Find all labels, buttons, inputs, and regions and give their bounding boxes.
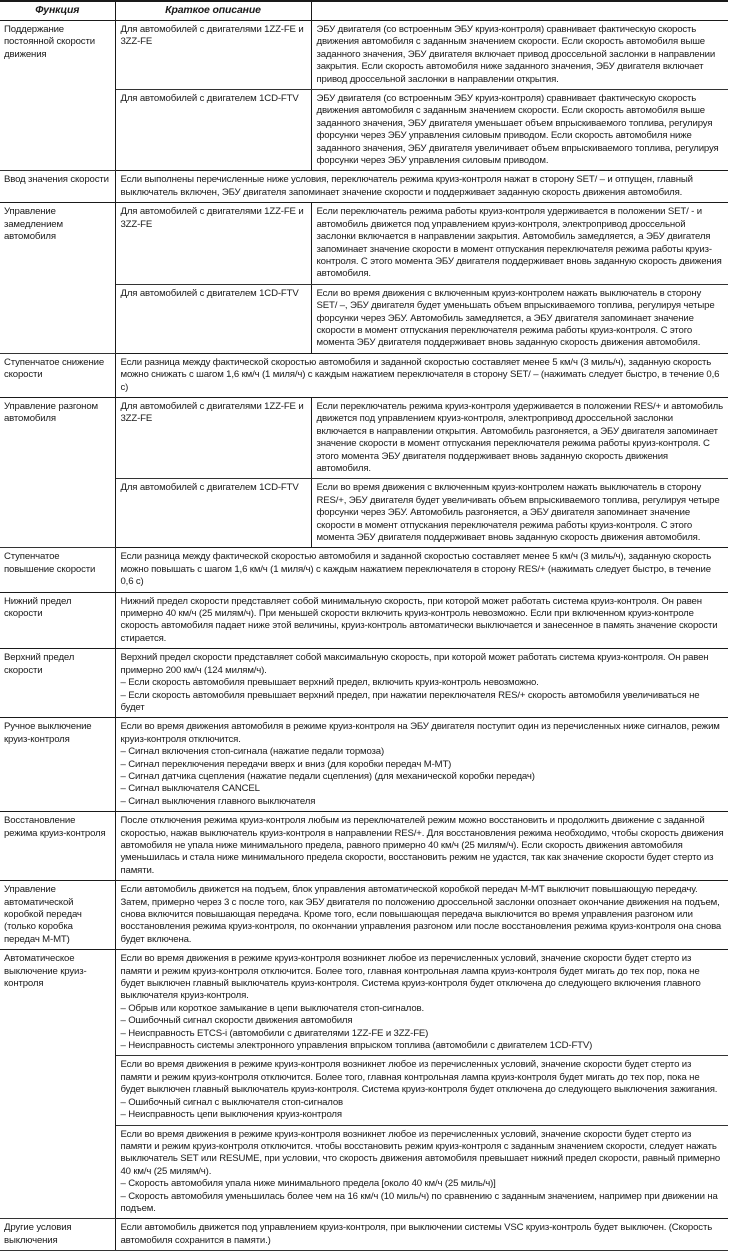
function-cell: Управление замедлением автомобиля (0, 203, 115, 353)
description-cell: Нижний предел скорости представляет собой минимальную скорость, при которой может работать система круиз-контроля. Он равен примерно 40 км/ч (25 милям/ч). При меньшей скорости включить круиз-контроль невозможно. Если при включенном круиз-контроле скорость автомобиля падает ниже этой величины, круиз-контроль автоматически выключается и занесенное в память значение скорости стирается. (115, 592, 728, 649)
description-cell: Если автомобиль движется под управлением круиз-контроля, при выключении системы VSC круиз-контроль будет выключен. (Скорость автомобиля сохранится в памяти.) (115, 1219, 728, 1251)
list-item: – Скорость автомобиля упала ниже минимального предела [около 40 км/ч (25 миль/ч)] (120, 1178, 496, 1190)
function-cell: Верхний предел скорости (0, 649, 115, 718)
list-item: – Неисправность ETCS-i (автомобили с двигателями 1ZZ-FE и 3ZZ-FE) (120, 1027, 429, 1039)
function-cell: Ступенчатое повышение скорости (0, 548, 115, 592)
list-item: – Сигнал выключателя CANCEL (120, 783, 260, 795)
description-text: Верхний предел скорости представляет собой максимальную скорость, при которой может работать система круиз-контроля. Он равен примерно 200 км/ч (124 милям/ч). (120, 652, 709, 676)
function-cell: Ввод значения скорости (0, 171, 115, 203)
variant-cell: Для автомобилей с двигателями 1ZZ-FE и 3ZZ-FE (115, 21, 311, 90)
function-cell: Другие условия выключения (0, 1219, 115, 1251)
function-cell: Поддержание постоянной скорости движения (0, 21, 115, 171)
function-cell: Автоматическое выключение круиз-контроля (0, 950, 115, 1219)
description-cell: Если выполнены перечисленные ниже условия, переключатель режима круиз-контроля нажат в сторону SET/ – и отпущен, главный выключатель включен, ЭБУ двигателя запоминает значение скорости и поддерживает заданную скорость движения автомобиля. (115, 171, 728, 203)
table-row (0, 21, 728, 90)
table-row (0, 649, 728, 718)
description-text: Если во время движения в режиме круиз-контроля возникнет любое из перечисленных условий, значение скорости будет стерто из памяти и режим круиз-контроля отключится. Более того, главная контрольная лампа круиз-контроля будет мигать до тех пор, пока не будет выключен главный выключатель круиз-контроля. Система круиз-контроля будет отключена до следующего включения главного выключателя круиз-контроля. (120, 953, 701, 1002)
table-row (0, 718, 728, 812)
description-cell: Если автомобиль движется на подъем, блок управления автоматической коробкой передач M-MT выключит повышающую передачу. Затем, примерно через 3 с после того, как ЭБУ двигателя по положению дроссельной заслонки опознает окончание движения на подъем, снова включится повышающая передача. Кроме того, если повышающая передача выключится во время управления разгоном или восстановления режима круиз-контроля, по окончании управления разгоном или после восстановления режима круиз-контроля она снова будет включена. (115, 881, 728, 950)
function-cell: Ступенчатое снижение скорости (0, 353, 115, 397)
table-row (0, 950, 728, 1056)
list-item: – Ошибочный сигнал с выключателя стоп-сигналов (120, 1096, 343, 1108)
variant-cell: Для автомобилей с двигателями 1ZZ-FE и 3ZZ-FE (115, 203, 311, 284)
table-row (0, 1219, 728, 1251)
description-cell: После отключения режима круиз-контроля любым из переключателей режим можно восстановить и продолжить движение с заданной скоростью, нажав выключатель круиз-контроля в направлении RES/+. Для восстановления режима необходимо, чтобы скорость движения автомобиля не упала ниже минимального предела, равного примерно 40 км/ч (25 милям/ч). Если скорость движения автомобиля уменьшилась и стала ниже минимального предела скорости, восстановить режим не удастся, так как значение скорости будет стерто из памяти. (115, 812, 728, 881)
description-text: Если во время движения автомобиля в режиме круиз-контроля на ЭБУ двигателя поступит один из перечисленных ниже сигналов, режим круиз-контроля отключится. (120, 721, 720, 745)
list-item: – Сигнал датчика сцепления (нажатие педали сцепления) (для механической коробки передач) (120, 770, 535, 782)
header-description: Краткое описание (115, 1, 311, 21)
description-cell (115, 950, 728, 1056)
list-item: – Неисправность системы электронного управления впрыском топлива (автомобили с двигателем 1CD-FTV) (120, 1040, 593, 1052)
table-header-row (0, 1, 728, 21)
description-cell: Если разница между фактической скоростью автомобиля и заданной скоростью составляет менее 5 км/ч (3 миль/ч), заданную скорость можно снижать с шагом 1,6 км/ч (1 миля/ч) с каждым нажатием переключателя в сторону SET/ – (нажимать следует быстро, в течение 0,6 с) (115, 353, 728, 397)
header-function: Функция (0, 1, 115, 21)
variant-cell: Для автомобилей с двигателем 1CD-FTV (115, 90, 311, 171)
variant-cell: Для автомобилей с двигателем 1CD-FTV (115, 479, 311, 548)
function-cell: Нижний предел скорости (0, 592, 115, 649)
description-cell (115, 718, 728, 812)
variant-cell: Для автомобилей с двигателем 1CD-FTV (115, 284, 311, 353)
list-item: – Обрыв или короткое замыкание в цепи выключателя стоп-сигналов. (120, 1002, 424, 1014)
description-cell: ЭБУ двигателя (со встроенным ЭБУ круиз-контроля) сравнивает фактическую скорость движения автомобиля с заданным значением скорости. Если скорость автомобиля выше заданного значения, ЭБУ двигателя включает привод дроссельной заслонки в направлении закрытия. Если скорость автомобиля ниже заданного значения, ЭБУ двигателя включает привод дроссельной заслонки в направлении открытия. (311, 21, 728, 90)
description-cell (115, 1056, 728, 1125)
function-cell: Управление автоматической коробкой передач (только коробка передач M-MT) (0, 881, 115, 950)
description-cell: Если разница между фактической скоростью автомобиля и заданной скоростью составляет менее 5 км/ч (3 миль/ч), заданную скорость можно повышать с шагом 1,6 км/ч (1 миля/ч) с каждым нажатием переключателя в сторону RES/+ (нажимать следует быстро, в течение 0,6 с) (115, 548, 728, 592)
table-row (0, 397, 728, 478)
variant-cell: Для автомобилей с двигателями 1ZZ-FE и 3ZZ-FE (115, 397, 311, 478)
list-item: – Скорость автомобиля уменьшилась более чем на 16 км/ч (10 миль/ч) по сравнению с заданным значением, например при движении на подъем. (120, 1190, 718, 1214)
table-row (0, 171, 728, 203)
function-cell: Ручное выключение круиз-контроля (0, 718, 115, 812)
description-text: Если во время движения в режиме круиз-контроля возникнет любое из перечисленных условий, значение скорости будет стерто из памяти и режим круиз-контроля отключится. Более того, главная контрольная лампа круиз-контроля будет мигать до тех пор, пока не будет выключен главный выключатель круиз-контроля. Система круиз-контроля будет отключена до следующего выключения зажигания. (120, 1059, 718, 1096)
table-row (0, 548, 728, 592)
list-item: – Неисправность цепи выключения круиз-контроля (120, 1109, 342, 1121)
list-item: – Если скорость автомобиля превышает верхний предел, включить круиз-контроль невозможно. (120, 677, 539, 689)
header-details (311, 1, 728, 21)
description-cell: Если во время движения с включенным круиз-контролем нажать выключатель в сторону SET/ –, ЭБУ двигателя будет уменьшать объем впрыскиваемого топлива, регулируя четыре форсунки через ЭБУ. Автомобиль замедляется, а ЭБУ двигателя запоминает значение скорости в момент отпускания переключателя режима работы круиз-контроля. С этого момента ЭБУ двигателя поддерживает вновь заданную скорость движения автомобиля. (311, 284, 728, 353)
description-cell: Если во время движения с включенным круиз-контролем нажать выключатель в сторону RES/+, ЭБУ двигателя будет увеличивать объем впрыскиваемого топлива, регулируя четыре форсунки через ЭБУ. Автомобиль разгоняется, а ЭБУ двигателя запоминает значение скорости в момент отпускания переключателя режима работы круиз-контроля. С этого момента ЭБУ двигателя поддерживает вновь заданную скорость движения автомобиля. (311, 479, 728, 548)
list-item: – Сигнал включения стоп-сигнала (нажатие педали тормоза) (120, 746, 385, 758)
list-item: – Сигнал переключения передачи вверх и вниз (для коробки передач M-MT) (120, 758, 452, 770)
list-item: – Если скорость автомобиля превышает верхний предел, при нажатии переключателя RES/+ скорость автомобиля увеличиваться не будет (120, 689, 700, 713)
list-item: – Ошибочный сигнал скорости движения автомобиля (120, 1015, 353, 1027)
description-cell (115, 649, 728, 718)
description-cell: ЭБУ двигателя (со встроенным ЭБУ круиз-контроля) сравнивает фактическую скорость движения автомобиля с заданным значением скорости. Если скорость автомобиля выше заданного значения, ЭБУ двигателя уменьшает объем впрыскиваемого топлива, регулируя форсунки через ЭБУ управления силовым приводом. Если скорость автомобиля ниже заданного значения, ЭБУ двигателя увеличивает объем впрыскиваемого топлива, регулируя форсунки через ЭБУ управления силовым приводом. (311, 90, 728, 171)
description-text: Если во время движения в режиме круиз-контроля возникнет любое из перечисленных условий, значение скорости будет стерто из памяти и режим круиз-контроля отключится. чтобы восстановить режим круиз-контроля с заданным значением скорости, следует нажать выключатель SET или RESUME, при условии, что скорость движения автомобиля превышает нижний предел скорости, равный примерно 40 км/ч (25 милям/ч). (120, 1128, 721, 1177)
table-row (0, 592, 728, 649)
description-cell: Если переключатель режима работы круиз-контроля удерживается в положении SET/ - и автомобиль движется под управлением круиз-контроля, электропривод дроссельной заслонки включается в направлении закрытия. Автомобиль замедляется, а ЭБУ двигателя запоминает значение скорости в момент отпускания переключателя режима работы круиз-контроля. С этого момента ЭБУ двигателя поддерживает вновь заданную скорость движения автомобиля. (311, 203, 728, 284)
function-cell: Восстановление режима круиз-контроля (0, 812, 115, 881)
table-row (0, 353, 728, 397)
table-row (0, 203, 728, 284)
function-cell: Управление разгоном автомобиля (0, 397, 115, 547)
list-item: – Сигнал выключения главного выключателя (120, 795, 316, 807)
description-cell (115, 1125, 728, 1219)
description-cell: Если переключатель режима круиз-контроля удерживается в положении RES/+ и автомобиль движется под управлением круиз-контроля, электропривод дроссельной заслонки включается в направлении открытия. Автомобиль разгоняется, а ЭБУ двигателя запоминает значение скорости в момент отпускания переключателя режима работы круиз-контроля. С этого момента ЭБУ двигателя поддерживает вновь заданную скорость движения автомобиля. (311, 397, 728, 478)
table-row (0, 881, 728, 950)
table-row (0, 812, 728, 881)
